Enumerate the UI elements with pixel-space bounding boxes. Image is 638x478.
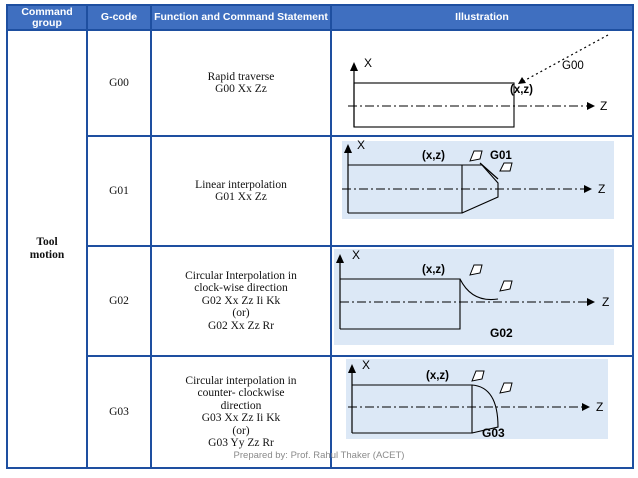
- z-axis-label: Z: [600, 99, 608, 113]
- illustration-cell: [332, 31, 632, 135]
- command-group-cell: [8, 31, 86, 467]
- g01-illustration: [332, 137, 632, 245]
- function-line: clock-wise direction: [194, 282, 288, 295]
- gcode-table: [6, 4, 634, 469]
- illustration-cell: [332, 137, 632, 245]
- table-row-g02: [8, 247, 632, 355]
- footer-credit: Prepared by: Prof. Rahul Thaker (ACET): [233, 450, 405, 461]
- function-line: G02 Xx Zz Rr: [207, 319, 275, 332]
- function-line: direction: [220, 399, 262, 412]
- function-cell: [152, 137, 330, 245]
- function-line: G03 Xx Zz Ii Kk: [201, 412, 281, 424]
- function-line: G01 Xx Zz: [215, 191, 267, 203]
- g00-illustration: [332, 31, 632, 135]
- z-axis-label: Z: [596, 400, 604, 414]
- command-group-label: Tool motion: [29, 236, 65, 261]
- function-line: G03 Yy Zz Rr: [208, 437, 274, 449]
- z-axis-label: Z: [598, 182, 606, 196]
- g00-label: G00: [562, 60, 584, 72]
- function-line: counter- clockwise: [197, 387, 285, 399]
- x-axis-label: X: [362, 358, 371, 372]
- illustration-panel: [334, 249, 614, 345]
- target-point-label: (x,z): [422, 150, 445, 162]
- header-gcode: G-code: [88, 6, 150, 29]
- g02-illustration: [332, 247, 632, 355]
- gcode-cell: G02: [88, 247, 150, 355]
- function-cell: [152, 31, 330, 135]
- function-line: Circular Interpolation in: [185, 269, 297, 282]
- target-point-label: (x,z): [426, 370, 449, 382]
- function-line: Linear interpolation: [195, 178, 287, 191]
- g02-label: G02: [490, 326, 513, 340]
- table-row-g00: [8, 31, 632, 135]
- function-line: G00 Xx Zz: [215, 83, 267, 95]
- x-axis-label: X: [364, 56, 373, 70]
- gcode-cell: G00: [88, 31, 150, 135]
- header-row: [8, 6, 632, 29]
- x-axis-label: X: [357, 138, 366, 152]
- gcode-cell: G01: [88, 137, 150, 245]
- table-row-g01: [8, 137, 632, 245]
- function-line: (or): [232, 424, 250, 437]
- header-function: Function and Command Statement: [152, 6, 330, 29]
- header-command-group: Command group: [8, 6, 86, 29]
- function-cell: [152, 247, 330, 355]
- function-line: Circular interpolation in: [185, 374, 297, 387]
- function-line: G02 Xx Zz Ii Kk: [201, 294, 281, 307]
- gcode-cell: G03: [88, 357, 150, 467]
- header-illustration: Illustration: [332, 6, 632, 29]
- function-line: (or): [232, 307, 250, 320]
- function-line: Rapid traverse: [207, 70, 275, 83]
- z-axis-label: Z: [602, 295, 610, 309]
- target-point-label: (x,z): [510, 84, 533, 96]
- illustration-cell: [332, 247, 632, 355]
- g01-label: G01: [490, 150, 512, 162]
- g03-label: G03: [482, 426, 505, 440]
- x-axis-label: X: [352, 248, 361, 262]
- target-point-label: (x,z): [422, 264, 445, 276]
